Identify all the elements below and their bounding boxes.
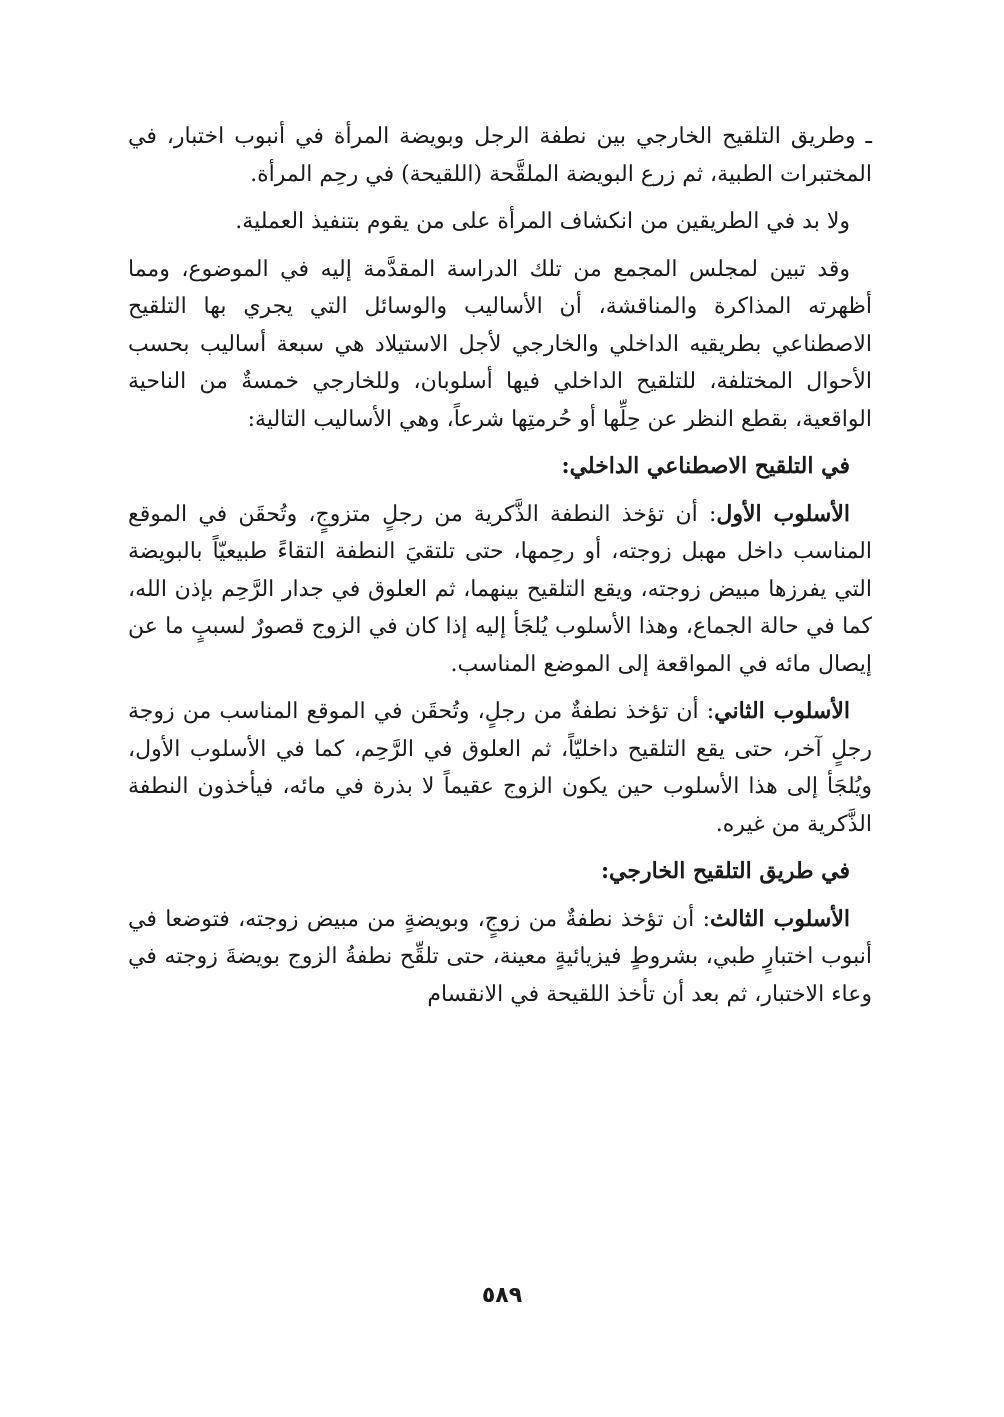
heading-internal-insemination: في التلقيح الاصطناعي الداخلي: [561,453,850,479]
paragraph-external-method-definition: ـ وطريق التلقيح الخارجي بين نطفة الرجل وبويضة المرأة في أنبوب اختبار، في المختبرات الطبية، ثم زرع البويضة الملقَّحة (اللقيحة) في رحِم المرأة. [128,124,872,187]
method-three-label: الأسلوب الثالث [710,905,851,932]
paragraph-method-two [128,693,872,843]
paragraph-exposure-note: ولا بد في الطريقين من انكشاف المرأة على من يقوم بتنفيذ العملية. [235,209,850,234]
page-number: ٥٨٩ [481,1283,523,1308]
paragraph-council-findings: وقد تبين لمجلس المجمع من تلك الدراسة المقدَّمة إليه في الموضوع، ومما أظهرته المذاكرة والمناقشة، أن الأساليب والوسائل التي يجري بها التلقيح الاصطناعي بطريقيه الداخلي والخارجي لأجل الاستيلاد هي سبعة أساليب بحسب الأحوال المختلفة، للتلقيح الداخلي فيها أسلوبان، وللخارجي خمسةٌ من الناحية الواقعية، بقطع النظر عن حِلِّها أو حُرمتِها شرعاً، وهي الأساليب التالية: [128,256,872,432]
page-body [128,118,872,1023]
method-three-text: : أن تؤخذ نطفةٌ من زوجٍ، وبويضةٍ من مبيض زوجته، فتوضعا في أنبوب اختبارٍ طبي، بشروطٍ فيزيائيةٍ معينة، حتى تلقِّح نطفةُ الزوج بويضةَ زوجته في وعاء الاختبار، ثم بعد أن تأخذ اللقيحة في الانقسام [128,906,872,1007]
paragraph-method-one [128,496,872,684]
method-one-label: الأسلوب الأول [716,500,850,527]
heading-external-insemination: في طريق التلقيح الخارجي: [600,858,850,884]
method-two-text: : أن تؤخذ نطفةٌ من رجلٍ، وتُحقَن في الموقع المناسب من زوجة رجلٍ آخر، حتى يقع التلقيح داخليّاً، ثم العلوق في الرَّحِم، كما في الأسلوب الأول، ويُلجَأ إلى هذا الأسلوب حين يكون الزوج عقيماً لا بذرة في مائه، فيأخذون النطفة الذَّكرية من غيره. [128,699,872,837]
method-one-text: : أن تؤخذ النطفة الذَّكرية من رجلٍ متزوجٍ، وتُحقَن في الموقع المناسب داخل مهبل زوجته، أو رحِمها، حتى تلتقيَ النطفة التقاءً طبيعيّاً بالبويضة التي يفرزها مبيض زوجته، ويقع التلقيح بينهما، ثم العلوق في جدار الرَّحِم بإذن الله، كما في حالة الجماع، وهذا الأسلوب يُلجَأ إليه إذا كان في الزوج قصورٌ لسببٍ ما عن إيصال مائه في المواقعة إلى الموضع المناسب. [128,501,872,677]
paragraph-method-three [128,901,872,1014]
method-two-label: الأسلوب الثاني [714,698,850,724]
